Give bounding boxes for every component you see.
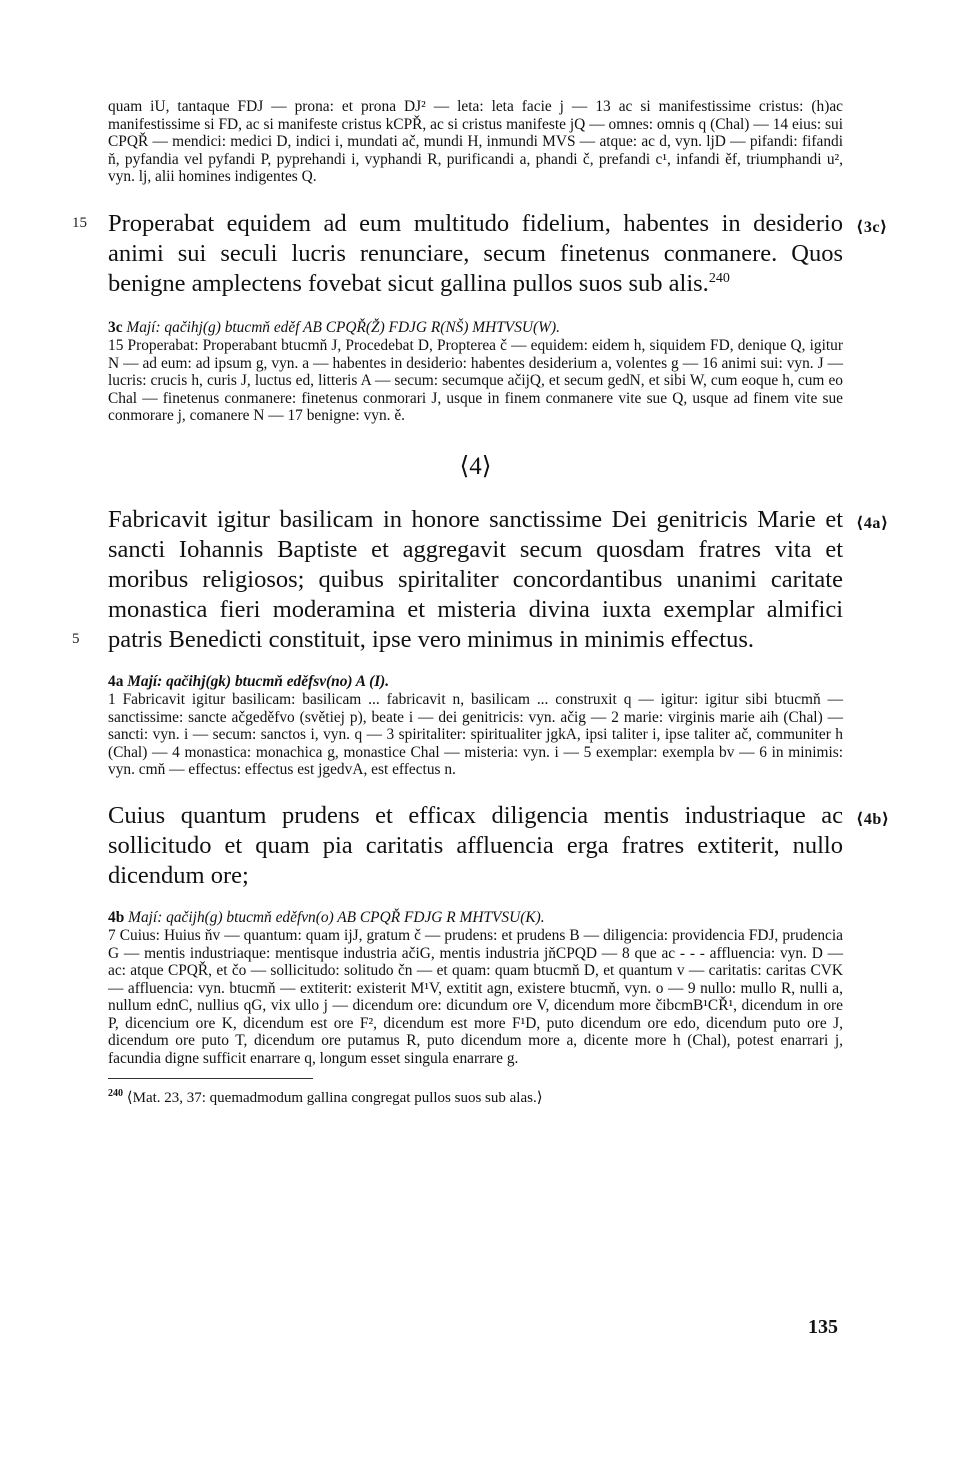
manuscripts-list: Mají: qačijh(g) btucmň eděfvn(o) AB CPQŘ FDJG R MHTVSU(K). [128, 908, 545, 926]
paragraph-4a [72, 505, 889, 655]
manuscripts-label: 4b [108, 908, 125, 926]
line-number: 15 [72, 214, 87, 231]
footnote-divider [108, 1078, 313, 1079]
footnote-number: 240 [108, 1087, 123, 1099]
manuscripts-header [108, 319, 843, 337]
apparatus-top: quam iU, tantaque FDJ — prona: et prona DJ² — leta: leta facie j — 13 ac si manifestissime cristus: (h)ac manifestissime si FD, ac si manifeste cristus kCPŘ, ac si cristus manifeste jQ — omnes: omnis q (Chal) — 14 eius: sui CPQŘ — mendici: medici D, indici i, mundati ač, mundi H, inmundi MVS — atque: ac d, vyn. ljD — pifandi: fifandi ň, pyfandia vel pyfandi P, pyprehandi i, vyphandi R, purificandi a, phandi č, prefandi c¹, infandi ěf, triumphandi u², vyn. lj, alii homines indigentes Q. [108, 98, 843, 186]
line-number: 5 [72, 630, 80, 647]
footnote [108, 1089, 843, 1107]
apparatus-4b: 7 Cuius: Huius ňv — quantum: quam ijJ, gratum č — prudens: et prudens B — diligencia: providencia FDJ, prudencia G — mentis industriaque: mentisque industria ačiG, mentis industria jňCPQD — 8 que ac - - - affluencia: vyn. D — ac: atque CPQŘ, et čo — sollicitudo: solitudo čn — et quam: quam btucmň D, et quantum v — caritatis: caritas CVK — affluencia: vyn. btucmň — extiterit: existerit M¹V, extitit agn, existere btucmň, vyn. o — 9 nullo: mullo R, nulli a, nullum ednC, nullius qG, vix ullo j — dicendum ore: dicundum ore V, dicendum more čibcmB¹CŘ¹, dicendum in ore P, dicencium ore K, dicendum est ore F², dicendum est more F¹D, puto dicendum ore edo, dicendum puto ore J, dicendum ore puto T, dicendum ore putamus R, puto dicendum more a, dicente more h (Chal), potest enarrari j, facundia digne sufficit enarrare q, longum esset singula enarrare g. [108, 926, 843, 1068]
section-sigil: ⟨4a⟩ [856, 514, 889, 532]
main-text: Fabricavit igitur basilicam in honore sanctissime Dei genitricis Marie et sancti Iohannis Baptiste et aggregavit secum quosdam fratres vita et moribus religiosos; quibus spiritaliter concordantibus unanimi caritate monastica fieri moderamina et misteria divina iuxta exemplar almifici patris Benedicti constituit, ipse vero minimus in minimis effectus. [108, 505, 843, 653]
apparatus-4a: 1 Fabricavit igitur basilicam: basilicam ... fabricavit n, basilicam ... construxit q — igitur: igitur sibi btucmň — sanctissime: sancte ačgeděfvo (světiej p), beate i — dei genitricis: vyn. ačig — 2 marie: virginis marie aih (Chal) — sancti: vyn. i — secum: sanctos i, vyn. q — 3 spiritaliter: spiritualiter jgkA, ipsi taliter i, ipse taliter ač, communiter h (Chal) — 4 monastica: monachica g, monastice Chal — misteria: vyn. i — 5 exemplar: exempla bv — 6 in minimis: vyn. cmň — effectus: effectus est jgedvA, est effectus n. [108, 690, 843, 779]
section-sigil: ⟨4b⟩ [856, 810, 890, 828]
page-number: 135 [808, 1316, 838, 1338]
paragraph-3c [72, 209, 888, 299]
footnote-reference: 240 [708, 270, 730, 286]
apparatus-3c: 15 Properabat: Properabant btucmň J, Procedebat D, Propterea č — equidem: eidem h, siquidem FD, denique Q, igitur N — ad eum: ad ipsum g, vyn. a — habentes in desiderio: habentes desiderium a, volentes g — 16 animi sui: vyn. J — lucris: crucis h, curis J, luctus ed, litteris A — secum: secumque ačijQ, et secum gedN, et sibi W, cum eoque h, cum eo Chal — finetenus conmanere: finetenus conmorari J, usque in finem conmanere vite sue Q, usque ad finem vite sue conmorare j, comanere N — 17 benigne: vyn. ě. [108, 336, 843, 425]
manuscripts-label: 4a [108, 672, 124, 690]
manuscripts-list: Mají: qačihj(g) btucmň eděf AB CPQŘ(Ž) FDJG R(NŠ) MHTVSU(W). [126, 318, 560, 336]
paragraph-4b [108, 801, 890, 891]
manuscripts-header [108, 673, 843, 691]
footnote-text: ⟨Mat. 23, 37: quemadmodum gallina congregat pullos suos sub alas.⟩ [126, 1089, 543, 1106]
main-text: Cuius quantum prudens et efficax diligencia mentis industriaque ac sollicitudo et quam pia caritatis affluencia erga fratres extiterit, nullo dicendum ore; [108, 801, 843, 889]
manuscripts-label: 3c [108, 318, 123, 336]
main-text-body: Properabat equidem ad eum multitudo fidelium, habentes in desiderio animi sui seculi lucris renunciare, secum finetenus conmanere. Quos benigne amplectens fovebat sicut gallina pullos suos sub alis. [108, 209, 843, 297]
section-heading: ⟨4⟩ [459, 452, 492, 480]
manuscripts-header [108, 909, 843, 927]
main-text [108, 209, 843, 299]
page-body [72, 98, 890, 1107]
manuscripts-list: Mají: qačihj(gk) btucmň eděfsv(no) A (I). [127, 672, 390, 690]
section-sigil: ⟨3c⟩ [856, 218, 888, 236]
